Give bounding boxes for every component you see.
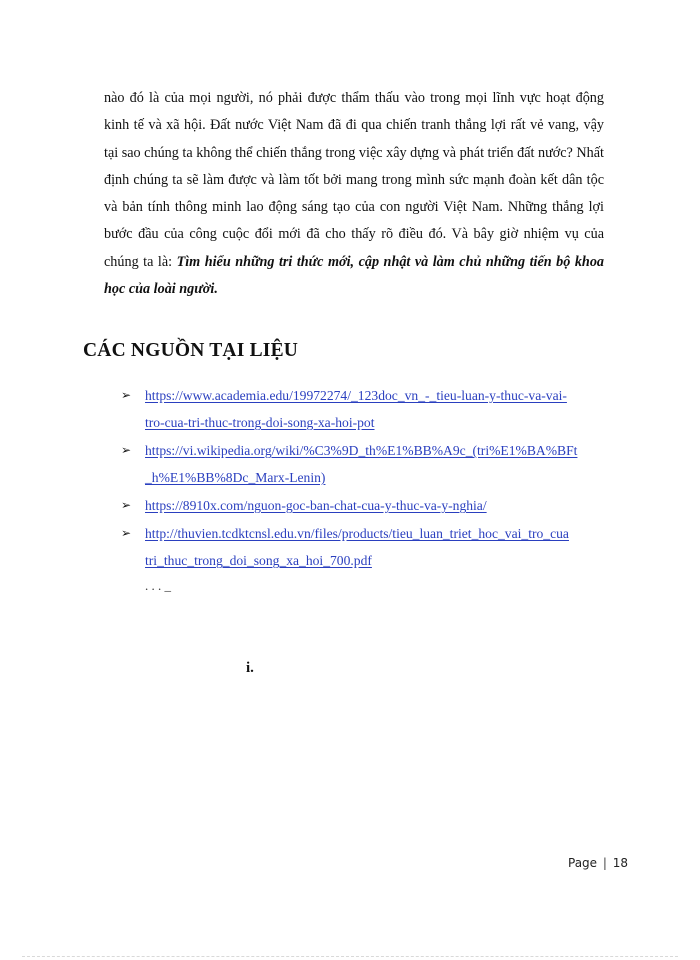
arrow-bullet-icon: ➢ [121, 526, 132, 540]
reference-item [121, 382, 641, 436]
link-line: tri_thuc_trong_doi_song_xa_hoi_700.pdf [145, 553, 372, 568]
reference-link-4[interactable] [145, 526, 641, 574]
reference-item [121, 437, 641, 491]
paragraph-text: nào đó là của mọi người, nó phải được thẩm thấu vào trong mọi lĩnh vực hoạt động kinh tế và xã hội. Đất nước Việt Nam đã đi qua chiến tranh thắng lợi rất vẻ vang, vậy tại sao chúng ta không thể chiến thắng trong việc xây dựng và phát triển đất nước? Nhất định chúng ta sẽ làm được và làm tốt bởi mang trong mình sức mạnh đoàn kết dân tộc và bản tính thông minh lao động sáng tạo của con người Việt Nam. Những thắng lợi bước đầu của công cuộc đổi mới đã cho thấy rõ điều đó. Và bây giờ nhiệm vụ của chúng ta là: [104, 90, 604, 270]
emphasized-conclusion: Tìm hiểu những tri thức mới, cập nhật và làm chủ những tiến bộ khoa học của loài người. [104, 253, 605, 298]
link-line: _h%E1%BB%8Dc_Marx-Lenin) [145, 470, 326, 485]
page-number: 18 [612, 856, 629, 870]
footer-separator: | [602, 856, 607, 870]
link-line: tro-cua-tri-thuc-trong-doi-song-xa-hoi-pot [145, 415, 375, 430]
references-heading: CÁC NGUỒN TẠI LIỆU [83, 340, 299, 361]
link-line: https://8910x.com/nguon-goc-ban-chat-cua-y-thuc-va-y-nghia/ [145, 498, 487, 513]
reference-item [121, 492, 641, 519]
page-footer [568, 856, 628, 870]
link-line: https://vi.wikipedia.org/wiki/%C3%9D_th%E1%BB%A9c_(tri%E1%BA%BFt [145, 443, 578, 458]
references-list [121, 382, 641, 575]
section-marker: i. [246, 660, 254, 676]
reference-item [121, 520, 641, 574]
body-paragraph [104, 85, 604, 303]
page-bottom-edge [22, 956, 678, 957]
link-line: http://thuvien.tcdktcnsl.edu.vn/files/products/tieu_luan_triet_hoc_vai_tro_cua [145, 526, 569, 541]
arrow-bullet-icon: ➢ [121, 498, 132, 512]
list-ellipsis: . . . _ [145, 578, 171, 593]
arrow-bullet-icon: ➢ [121, 388, 132, 402]
reference-link-2[interactable] [145, 443, 641, 491]
footer-label: Page [568, 856, 598, 870]
reference-link-3[interactable] [145, 498, 487, 513]
link-line: https://www.academia.edu/19972274/_123doc_vn_-_tieu-luan-y-thuc-va-vai- [145, 388, 567, 403]
arrow-bullet-icon: ➢ [121, 443, 132, 457]
reference-link-1[interactable] [145, 388, 641, 436]
